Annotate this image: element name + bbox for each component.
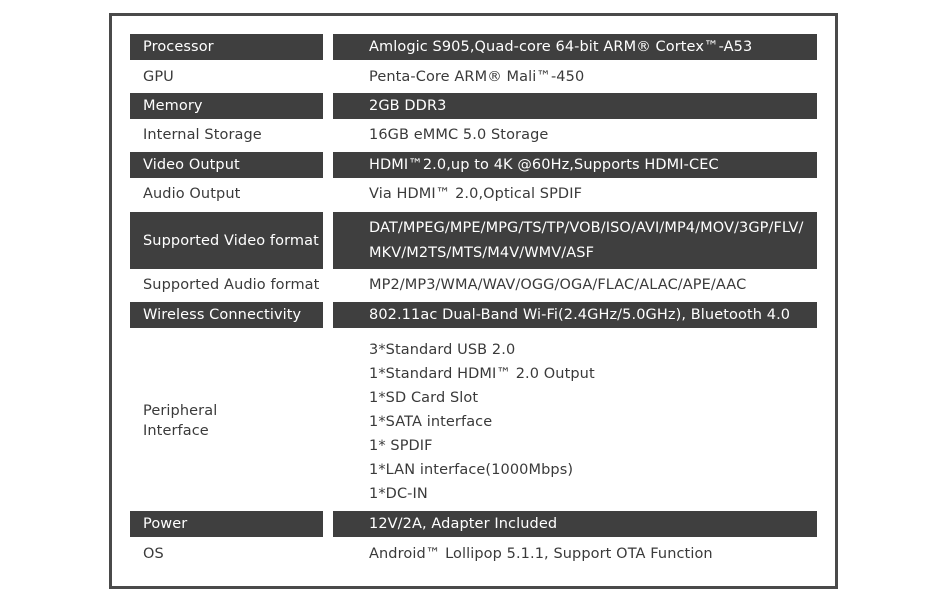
- spec-value-line: 1*SATA interface: [369, 414, 493, 430]
- spec-row-video-format: [130, 212, 817, 269]
- spec-value: [333, 212, 817, 269]
- spec-row-video-output: [130, 152, 817, 178]
- spec-row-internal-storage: [130, 122, 817, 148]
- spec-value: 12V/2A, Adapter Included: [333, 511, 817, 537]
- spec-label-line: Peripheral: [143, 403, 218, 419]
- spec-label: GPU: [143, 69, 174, 85]
- spec-label: Processor: [130, 34, 323, 60]
- spec-row-os: [130, 541, 817, 567]
- spec-value: HDMI™2.0,up to 4K @60Hz,Supports HDMI-CEC: [333, 152, 817, 178]
- spec-label: Memory: [130, 93, 323, 119]
- spec-value: Amlogic S905,Quad-core 64-bit ARM® Cortex™-A53: [333, 34, 817, 60]
- spec-row-gpu: [130, 64, 817, 90]
- spec-value-line: 1*DC-IN: [369, 486, 428, 502]
- spec-row-audio-output: [130, 181, 817, 207]
- spec-label: Audio Output: [143, 186, 241, 202]
- spec-value: 802.11ac Dual-Band Wi-Fi(2.4GHz/5.0GHz), Bluetooth 4.0: [333, 302, 817, 328]
- spec-label: OS: [143, 546, 164, 562]
- spec-value: Via HDMI™ 2.0,Optical SPDIF: [369, 186, 583, 202]
- spec-value-line: MKV/M2TS/MTS/M4V/WMV/ASF: [369, 244, 595, 261]
- spec-value-line: 3*Standard USB 2.0: [369, 342, 516, 358]
- spec-value: Penta-Core ARM® Mali™-450: [369, 69, 585, 85]
- spec-label: Supported Video format: [130, 212, 323, 269]
- spec-value: 16GB eMMC 5.0 Storage: [369, 127, 549, 143]
- spec-row-processor: [130, 34, 817, 60]
- spec-value-line: 1*SD Card Slot: [369, 390, 479, 406]
- spec-value-line: DAT/MPEG/MPE/MPG/TS/TP/VOB/ISO/AVI/MP4/MOV/3GP/FLV/: [369, 219, 804, 236]
- spec-row-peripheral-interface: [130, 334, 817, 508]
- spec-value: Android™ Lollipop 5.1.1, Support OTA Function: [369, 546, 713, 562]
- spec-label: Power: [130, 511, 323, 537]
- spec-label: Internal Storage: [143, 127, 262, 143]
- spec-value: 2GB DDR3: [333, 93, 817, 119]
- spec-row-power: [130, 511, 817, 537]
- spec-label: Video Output: [130, 152, 323, 178]
- spec-label-line: Interface: [143, 423, 209, 439]
- spec-label: Supported Audio format: [143, 277, 320, 293]
- spec-label: [130, 334, 323, 508]
- spec-row-memory: [130, 93, 817, 119]
- spec-value-line: 1*LAN interface(1000Mbps): [369, 462, 574, 478]
- spec-row-audio-format: [130, 272, 817, 298]
- spec-row-wireless: [130, 302, 817, 328]
- spec-value-line: 1*Standard HDMI™ 2.0 Output: [369, 366, 595, 382]
- spec-value: MP2/MP3/WMA/WAV/OGG/OGA/FLAC/ALAC/APE/AAC: [369, 277, 747, 293]
- spec-value: [333, 334, 817, 508]
- spec-label: Wireless Connectivity: [130, 302, 323, 328]
- spec-value-line: 1* SPDIF: [369, 438, 433, 454]
